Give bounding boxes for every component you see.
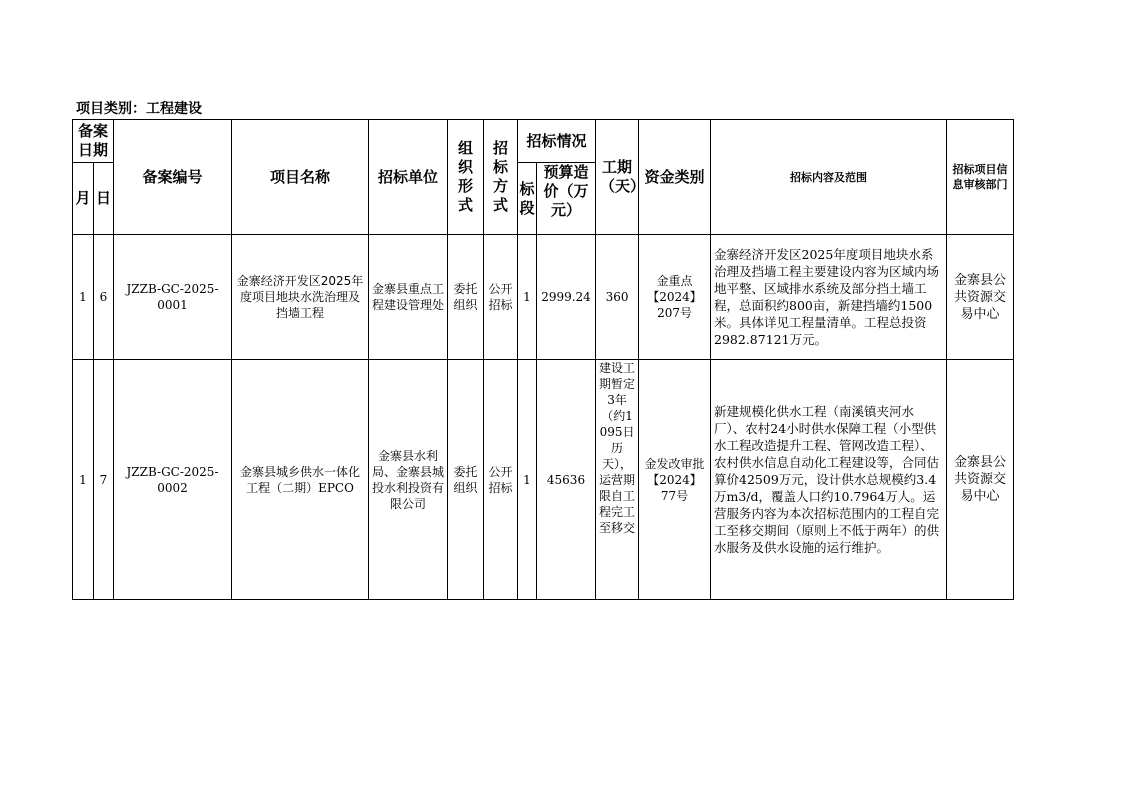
row1-tender-method: 公开招标 [484,235,518,360]
header-tender-unit: 招标单位 [369,120,448,235]
row1-fund-type: 金重点【2024】207号 [639,235,711,360]
row2-project-name: 金寨县城乡供水一体化工程（二期）EPCO [232,360,369,600]
row2-review-dept: 金寨县公共资源交易中心 [947,360,1014,600]
header-tender-method: 招标方式 [484,120,518,235]
row2-budget: 45636 [537,360,596,600]
row2-section: 1 [518,360,537,600]
row2-day: 7 [94,360,114,600]
row2-tender-unit: 金寨县水利局、金寨县城投水利投资有限公司 [369,360,448,600]
header-day: 日 [94,163,114,235]
row1-review-dept: 金寨县公共资源交易中心 [947,235,1014,360]
header-project-name: 项目名称 [232,120,369,235]
header-duration: 工期（天） [596,120,639,235]
row2-tender-method: 公开招标 [484,360,518,600]
header-fund-type: 资金类别 [639,120,711,235]
row2-scope: 新建规模化供水工程（南溪镇夹河水厂）、农村24小时供水保障工程（小型供水工程改造提升工程、管网改造工程）、农村供水信息自动化工程建设等，合同估算价42509万元，设计供水总规模约3.4万m3/d，覆盖人口约10.7964万人。运营服务内容为本次招标范围内的工程自完工至移交期间（原则上不低于两年）的供水服务及供水设施的运行维护。 [711,360,947,600]
filing-table [72,119,1014,600]
row1-org-form: 委托组织 [448,235,484,360]
header-budget: 预算造价（万元） [537,163,596,235]
row1-section: 1 [518,235,537,360]
header-tender-info: 招标情况 [518,120,596,163]
row2-duration: 建设工期暂定3年（约1095日历天），运营期限自工程完工至移交 [596,360,639,600]
row1-project-name: 金寨经济开发区2025年度项目地块水洗治理及挡墙工程 [232,235,369,360]
header-month: 月 [73,163,94,235]
row1-tender-unit: 金寨县重点工程建设管理处 [369,235,448,360]
row1-duration: 360 [596,235,639,360]
row1-filing-no: JZZB-GC-2025-0001 [114,235,232,360]
header-org-form: 组织形式 [448,120,484,235]
header-scope: 招标内容及范围 [711,120,947,235]
row1-month: 1 [73,235,94,360]
row2-fund-type: 金发改审批【2024】77号 [639,360,711,600]
row1-scope: 金寨经济开发区2025年度项目地块水系治理及挡墙工程主要建设内容为区域内场地平整、区域排水系统及部分挡土墙工程，总面积约800亩，新建挡墙约1500米。具体详见工程量清单。工程总投资2982.87121万元。 [711,235,947,360]
header-section: 标段 [518,163,537,235]
header-filing-no: 备案编号 [114,120,232,235]
header-review-dept: 招标项目信息审核部门 [947,120,1014,235]
row2-filing-no: JZZB-GC-2025-0002 [114,360,232,600]
header-filing-date: 备案日期 [73,120,114,163]
row1-day: 6 [94,235,114,360]
row2-org-form: 委托组织 [448,360,484,600]
row2-month: 1 [73,360,94,600]
page-title: 项目类别：工程建设 [76,101,202,117]
row1-budget: 2999.24 [537,235,596,360]
